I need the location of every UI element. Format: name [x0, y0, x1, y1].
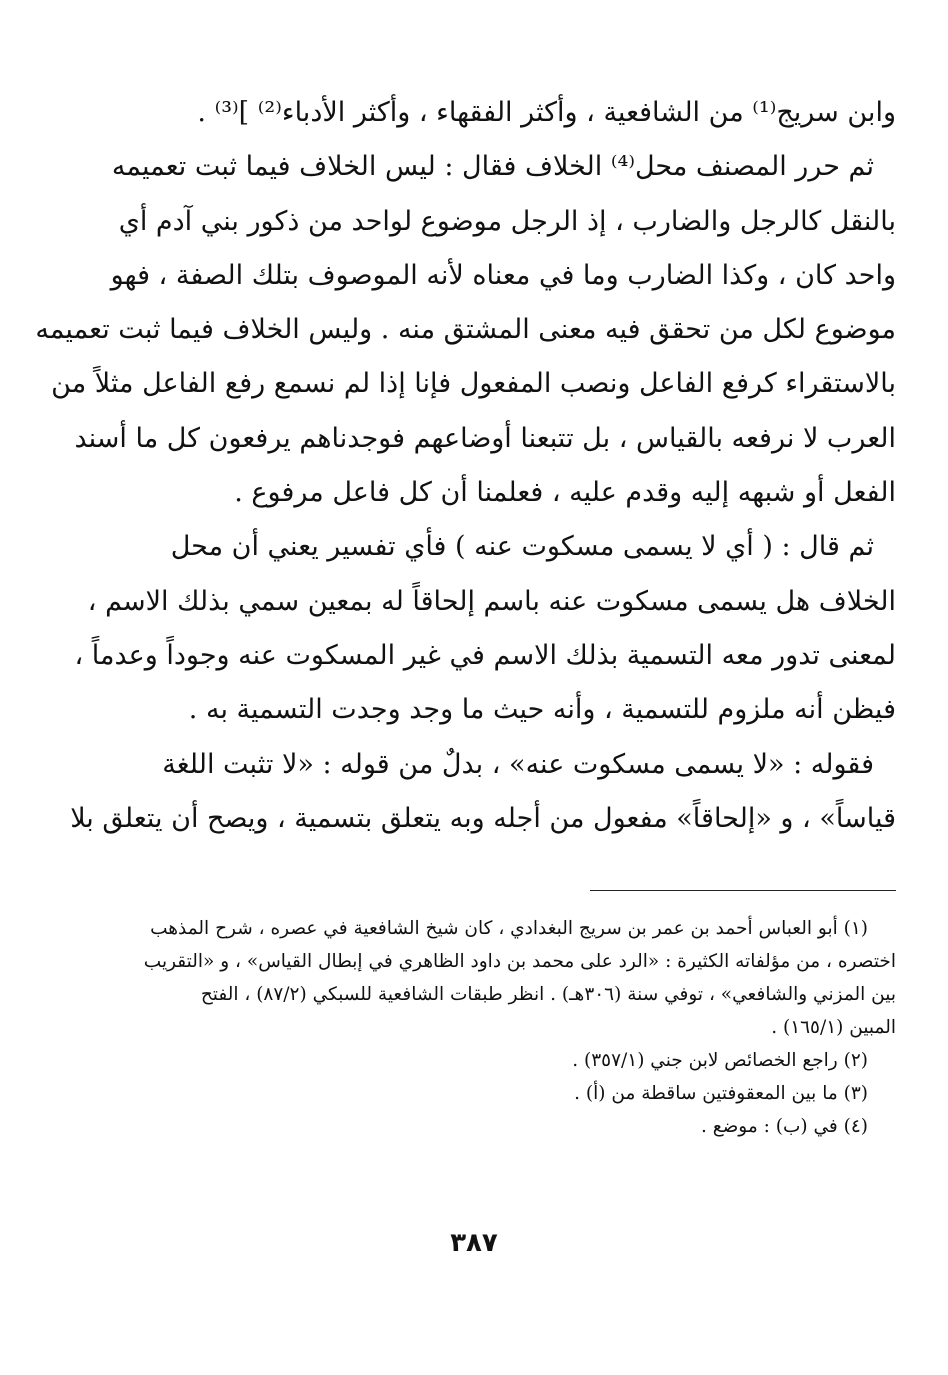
body-line-4: واحد كان ، وكذا الضارب وما في معناه لأنه الموصوف بتلك الصفة ، فهو [110, 259, 896, 291]
body-line-2: ثم حرر المصنف محل⁽⁴⁾ الخلاف فقال : ليس الخلاف فيما ثبت تعميمه [111, 151, 874, 183]
body-line-13: فقوله : «لا يسمى مسكوت عنه» ، بدلٌ من قوله : «لا تثبت اللغة [162, 748, 874, 780]
footnote-1-line-4: المبين (١٦٥/١) . [771, 1017, 896, 1038]
body-line-7: العرب لا نرفعه بالقياس ، بل تتبعنا أوضاعهم فوجدناهم يرفعون كل ما أسند [74, 422, 896, 454]
main-body-text [35, 86, 896, 846]
footnote-separator [590, 890, 896, 891]
body-line-5: موضوع لكل من تحقق فيه معنى المشتق منه . وليس الخلاف فيما ثبت تعميمه [35, 314, 896, 346]
body-line-14: قياساً» ، و «إلحاقاً» مفعول من أجله وبه يتعلق بتسمية ، ويصح أن يتعلق بلا [70, 802, 896, 834]
footnote-4: (٤) في (ب) : موضع . [700, 1116, 868, 1137]
footnote-3: (٣) ما بين المعقوفتين ساقطة من (أ) . [574, 1083, 868, 1104]
body-line-1: وابن سريج⁽¹⁾ من الشافعية ، وأكثر الفقهاء ، وأكثر الأدباء⁽²⁾ ]⁽³⁾ . [197, 97, 896, 128]
body-line-12: فيظن أنه ملزوم للتسمية ، وأنه حيث ما وجد وجدت التسمية به . [188, 694, 896, 726]
body-line-11: لمعنى تدور معه التسمية بذلك الاسم في غير المسكوت عنه وجوداً وعدماً ، [74, 639, 896, 671]
footnote-1-line-2: اختصره ، من مؤلفاته الكثيرة : «الرد على محمد بن داود الظاهري في إبطال القياس» ، و «التقريب [143, 951, 896, 972]
body-line-3: بالنقل كالرجل والضارب ، إذ الرجل موضوع لواحد من ذكور بني آدم أي [118, 205, 896, 237]
body-line-9: ثم قال : ( أي لا يسمى مسكوت عنه ) فأي تفسير يعني أن محل [170, 531, 874, 563]
body-line-10: الخلاف هل يسمى مسكوت عنه باسم إلحاقاً له بمعين سمي بذلك الاسم ، [87, 585, 896, 617]
page-number: ٣٨٧ [450, 1228, 498, 1258]
footnote-2: (٢) راجع الخصائص لابن جني (٣٥٧/١) . [572, 1050, 868, 1071]
footnotes-section [134, 912, 896, 1143]
footnote-1-line-3: بين المزني والشافعي» ، توفي سنة (٣٠٦هـ) . انظر طبقات الشافعية للسبكي (٨٧/٢) ، الفتح [200, 984, 896, 1005]
footnote-1-line-1: (١) أبو العباس أحمد بن عمر بن سريج البغدادي ، كان شيخ الشافعية في عصره ، شرح المذهب [150, 918, 868, 939]
body-line-6: بالاستقراء كرفع الفاعل ونصب المفعول فإنا إذا لم نسمع رفع الفاعل مثلاً من [51, 368, 896, 400]
body-line-8: الفعل أو شبهه إليه وقدم عليه ، فعلمنا أن كل فاعل مرفوع . [234, 477, 896, 509]
